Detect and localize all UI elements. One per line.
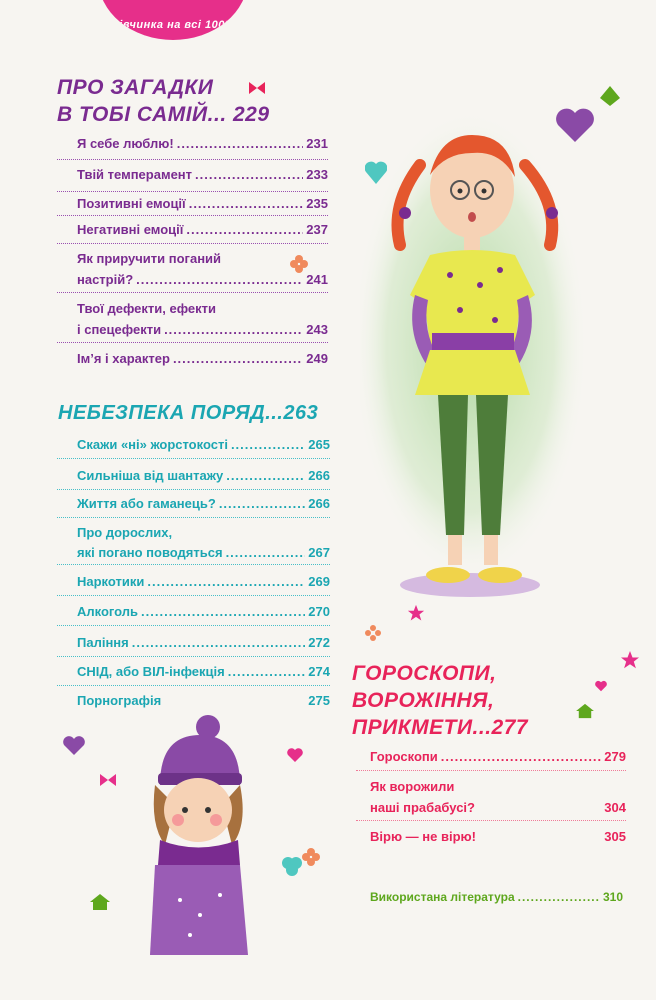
toc-entry[interactable] bbox=[57, 632, 330, 657]
entry-page: 279 bbox=[604, 749, 626, 764]
leader-dots bbox=[132, 634, 306, 652]
section-title-line: ВОРОЖІННЯ, bbox=[352, 689, 495, 712]
entry-label: Скажи «ні» жорстокості bbox=[77, 437, 228, 452]
entry-label: Про дорослих, bbox=[77, 525, 173, 540]
toc-entry[interactable] bbox=[57, 465, 330, 490]
flower-icon bbox=[290, 255, 308, 273]
entry-label: наші прабабусі? bbox=[370, 800, 475, 815]
entry-label: Наркотики bbox=[77, 574, 145, 589]
flower-icon bbox=[302, 848, 320, 866]
entry-page: 237 bbox=[306, 222, 328, 237]
leader-dots bbox=[518, 890, 600, 904]
entry-page: 267 bbox=[308, 545, 330, 560]
brand-logo bbox=[98, 0, 248, 40]
entry-page: 310 bbox=[602, 890, 623, 904]
toc-entry[interactable] bbox=[57, 350, 328, 370]
leader-dots bbox=[226, 467, 305, 485]
entry-label: Твої дефекти, ефекти bbox=[77, 301, 217, 316]
heart-icon bbox=[365, 160, 387, 186]
entry-page: 275 bbox=[308, 693, 330, 708]
star-icon bbox=[620, 650, 640, 670]
entry-label: СНІД, або ВІЛ-інфекція bbox=[77, 664, 225, 679]
entry-label: які погано поводяться bbox=[77, 545, 223, 560]
girl-winter-illustration bbox=[140, 715, 250, 955]
leader-dots bbox=[164, 321, 303, 339]
section-title-line: ПРИКМЕТИ...277 bbox=[352, 716, 529, 739]
brand-logo-text: Дівчинка на всі 100% bbox=[110, 19, 236, 31]
section-title-horoscope bbox=[352, 660, 602, 741]
bow-icon bbox=[248, 80, 266, 96]
entry-page: 266 bbox=[308, 468, 330, 483]
leader-dots bbox=[219, 495, 305, 513]
entry-page: 249 bbox=[306, 351, 328, 366]
section-title-line: В ТОБІ САМІЙ... 229 bbox=[57, 103, 270, 126]
entry-page: 265 bbox=[308, 437, 330, 452]
entry-page: 243 bbox=[306, 322, 328, 337]
flower-icon bbox=[365, 625, 381, 641]
entry-page: 269 bbox=[308, 574, 330, 589]
toc-entry[interactable] bbox=[57, 221, 328, 244]
leader-dots bbox=[189, 195, 304, 213]
entry-label: Ім’я і характер bbox=[77, 351, 170, 366]
entry-page: 266 bbox=[308, 496, 330, 511]
section-title-mirror bbox=[57, 74, 307, 128]
leader-dots bbox=[177, 135, 304, 153]
toc-entry[interactable] bbox=[57, 300, 328, 343]
entry-label: настрій? bbox=[77, 272, 134, 287]
entry-label: Я себе люблю! bbox=[77, 136, 174, 151]
section-title-line: ГОРОСКОПИ, bbox=[352, 662, 497, 685]
section-title-line: ПРО ЗАГАДКИ bbox=[57, 76, 214, 99]
section-title-danger: НЕБЕЗПЕКА ПОРЯД...263 bbox=[58, 402, 319, 424]
clover-icon bbox=[280, 855, 304, 877]
toc-entry[interactable] bbox=[57, 524, 330, 565]
toc-entry[interactable] bbox=[57, 250, 328, 293]
leader-dots bbox=[195, 166, 303, 184]
entry-label: Гороскопи bbox=[370, 749, 438, 764]
entry-label: Алкоголь bbox=[77, 604, 139, 619]
house-icon bbox=[89, 893, 111, 911]
toc-entry[interactable] bbox=[356, 748, 626, 771]
entry-label: Як ворожили bbox=[370, 779, 455, 794]
toc-entry-literature[interactable] bbox=[370, 890, 623, 904]
leader-dots bbox=[231, 436, 305, 454]
leader-dots bbox=[173, 350, 303, 368]
toc-entry[interactable] bbox=[57, 195, 328, 216]
leader-dots bbox=[147, 573, 305, 591]
leader-dots bbox=[228, 663, 306, 681]
entry-label: Вірю — не вірю! bbox=[370, 829, 476, 844]
toc-entry[interactable] bbox=[57, 436, 330, 459]
toc-entry[interactable] bbox=[57, 663, 330, 686]
entry-label: Позитивні емоції bbox=[77, 196, 186, 211]
toc-entry[interactable] bbox=[57, 163, 328, 192]
entry-label: Як приручити поганий bbox=[77, 251, 222, 266]
entry-page: 241 bbox=[306, 272, 328, 287]
toc-entry[interactable] bbox=[57, 135, 328, 160]
toc-entry[interactable] bbox=[57, 495, 330, 518]
leaf-icon bbox=[598, 84, 622, 108]
heart-icon bbox=[595, 680, 607, 692]
entry-page: 304 bbox=[604, 800, 626, 815]
leader-dots bbox=[136, 271, 303, 289]
entry-label: Порнографія bbox=[77, 693, 162, 708]
leader-dots bbox=[186, 221, 303, 239]
girl-pigtails-illustration bbox=[360, 95, 595, 635]
leader-dots bbox=[441, 748, 602, 766]
toc-entry[interactable] bbox=[356, 778, 626, 821]
entry-label: Життя або гаманець? bbox=[77, 496, 216, 511]
entry-page: 270 bbox=[308, 604, 330, 619]
entry-page: 274 bbox=[308, 664, 330, 679]
heart-icon bbox=[555, 108, 595, 144]
entry-label: Твій темперамент bbox=[77, 167, 193, 182]
entry-page: 305 bbox=[604, 829, 626, 844]
heart-icon bbox=[63, 736, 85, 756]
entry-label: Використана література bbox=[370, 890, 515, 904]
leader-dots bbox=[226, 544, 306, 562]
entry-label: Паління bbox=[77, 635, 129, 650]
star-icon bbox=[407, 604, 425, 622]
house-icon bbox=[575, 703, 595, 719]
toc-entry[interactable] bbox=[57, 692, 330, 712]
toc-entry[interactable] bbox=[356, 828, 626, 850]
bow-icon bbox=[99, 772, 117, 788]
entry-label: і спецефекти bbox=[77, 322, 162, 337]
leader-dots bbox=[141, 603, 305, 621]
heart-icon bbox=[287, 747, 303, 763]
toc-entry[interactable] bbox=[57, 573, 330, 596]
entry-page: 231 bbox=[306, 136, 328, 151]
entry-label: Негативні емоції bbox=[77, 222, 184, 237]
entry-page: 233 bbox=[306, 167, 328, 182]
entry-label: Сильніша від шантажу bbox=[77, 468, 224, 483]
toc-entry[interactable] bbox=[57, 603, 330, 626]
entry-page: 272 bbox=[308, 635, 330, 650]
entry-page: 235 bbox=[306, 196, 328, 211]
